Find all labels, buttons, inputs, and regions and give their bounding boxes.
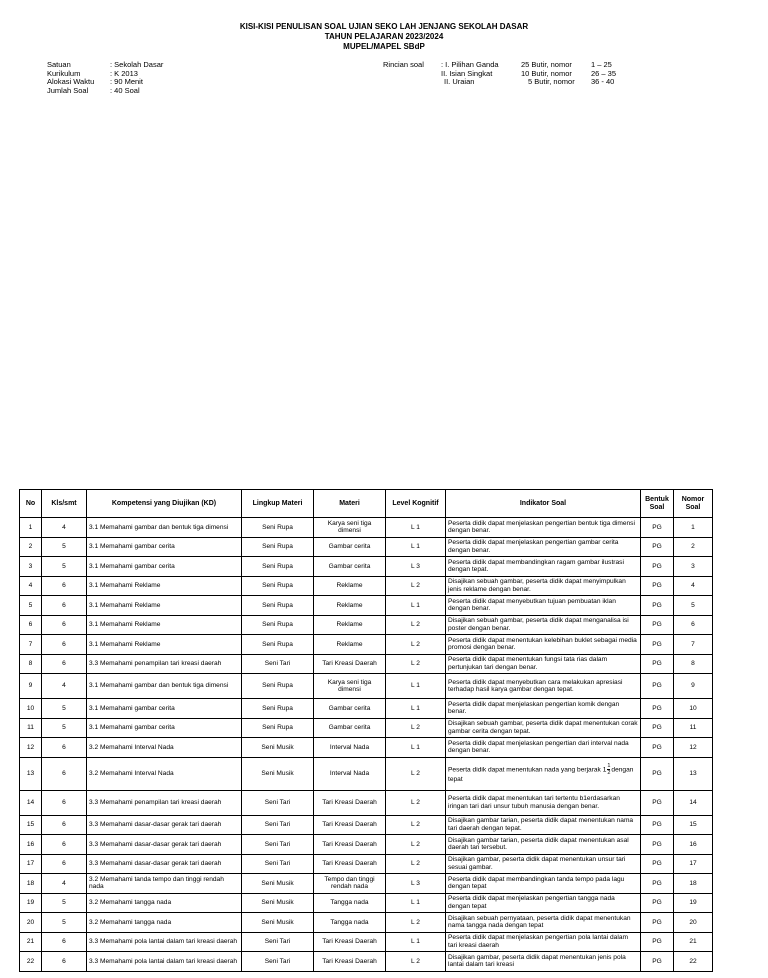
fraction [607,763,610,776]
cell-lingkup: Seni Tari [242,654,314,674]
cell-kd: 3.3 Memahami pola lantai dalam tari kreasi daerah [87,952,242,972]
cell-nomor: 1 [674,518,713,538]
cell-materi: Tari Kreasi Daerah [314,932,386,952]
table-row [20,815,713,835]
cell-bentuk: PG [641,854,674,874]
cell-kls: 5 [42,893,87,913]
breakdown-row: II. Isian Singkat 10 Butir, nomor 26 – 35 [441,68,617,78]
cell-kd: 3.1 Memahami Reklame [87,576,242,596]
cell-kls: 5 [42,718,87,738]
cell-nomor: 5 [674,596,713,616]
cell-nomor: 2 [674,537,713,557]
col-header-level: Level Kognitif [386,490,446,518]
cell-indikator: Disajikan sebuah pernyataan, peserta didik dapat menentukan nama tangga nada dengan tepat [446,913,641,933]
table-header-row [20,490,713,518]
cell-materi: Reklame [314,596,386,616]
cell-no: 17 [20,854,42,874]
cell-level: L 2 [386,615,446,635]
cell-bentuk: PG [641,738,674,758]
cell-nomor: 3 [674,557,713,577]
cell-nomor: 17 [674,854,713,874]
cell-no: 11 [20,718,42,738]
cell-indikator: Disajikan gambar, peserta didik dapat menentukan unsur tari sesuai gambar. [446,854,641,874]
identity-row: Satuan : Sekolah Dasar [47,60,164,69]
cell-lingkup: Seni Rupa [242,718,314,738]
cell-no: 7 [20,635,42,655]
cell-no: 14 [20,790,42,815]
cell-bentuk: PG [641,952,674,972]
cell-level: L 2 [386,635,446,655]
cell-bentuk: PG [641,537,674,557]
cell-materi: Tari Kreasi Daerah [314,790,386,815]
cell-kd: 3.2 Memahami tangga nada [87,893,242,913]
cell-materi: Karya seni tiga dimensi [314,674,386,699]
cell-kd: 3.1 Memahami Reklame [87,596,242,616]
cell-kls: 6 [42,738,87,758]
identity-row: Jumlah Soal : 40 Soal [47,85,140,95]
identity-row: Kurikulum : K 2013 [47,68,138,78]
cell-materi: Karya seni tiga dimensi [314,518,386,538]
cell-level: L 2 [386,913,446,933]
cell-indikator: Peserta didik dapat menjelaskan pengertian tangga nada dengan tepat [446,893,641,913]
cell-indikator: Peserta didik dapat menentukan fungsi tata rias dalam pertunjukan tari dengan benar. [446,654,641,674]
cell-no: 4 [20,576,42,596]
cell-no: 16 [20,835,42,855]
cell-indikator: Disajikan gambar tarian, peserta didik dapat menentukan nama tari daerah dengan tepat. [446,815,641,835]
cell-no: 9 [20,674,42,699]
cell-kls: 6 [42,932,87,952]
cell-level: L 2 [386,757,446,790]
cell-lingkup: Seni Rupa [242,635,314,655]
cell-indikator: Disajikan gambar, peserta didik dapat menentukan jenis pola lantai dalam tari kreasi [446,952,641,972]
table-row [20,654,713,674]
table-row [20,615,713,635]
cell-materi: Tari Kreasi Daerah [314,835,386,855]
table-row [20,913,713,933]
breakdown-row: II. Uraian 5 Butir, nomor 36 - 40 [444,77,615,87]
cell-bentuk: PG [641,674,674,699]
cell-level: L 1 [386,537,446,557]
cell-bentuk: PG [641,757,674,790]
cell-lingkup: Seni Tari [242,952,314,972]
cell-level: L 2 [386,835,446,855]
table-row [20,557,713,577]
cell-indikator: Peserta didik dapat menentukan kelebihan buklet sebagai media promosi dengan benar. [446,635,641,655]
cell-kd: 3.3 Memahami dasar-dasar gerak tari daerah [87,835,242,855]
cell-kls: 5 [42,913,87,933]
cell-lingkup: Seni Tari [242,854,314,874]
indikator-text: Peserta didik dapat menentukan nada yang berjarak 1 [448,766,607,774]
col-header-kd: Kompetensi yang Diujikan (KD) [87,490,242,518]
cell-level: L 1 [386,699,446,719]
cell-indikator: Peserta didik dapat membandingkan tanda tempo pada lagu dengan tepat [446,874,641,894]
cell-lingkup: Seni Rupa [242,596,314,616]
cell-no: 13 [20,757,42,790]
cell-kls: 4 [42,518,87,538]
cell-no: 1 [20,518,42,538]
table-row [20,854,713,874]
cell-level: L 3 [386,557,446,577]
cell-level: L 2 [386,952,446,972]
cell-no: 22 [20,952,42,972]
cell-bentuk: PG [641,815,674,835]
cell-indikator: Peserta didik dapat menjelaskan pengertian gambar cerita dengan benar. [446,537,641,557]
cell-kls: 6 [42,596,87,616]
cell-indikator: Peserta didik dapat menjelaskan pengertian komik dengan benar. [446,699,641,719]
cell-no: 21 [20,932,42,952]
cell-kd: 3.2 Memahami Interval Nada [87,757,242,790]
cell-materi: Tangga nada [314,893,386,913]
cell-bentuk: PG [641,718,674,738]
cell-indikator: Peserta didik dapat menentukan tari tertentu b1erdasarkan iringan tari dari unsur tubuh manusia dengan benar. [446,790,641,815]
table-row [20,893,713,913]
table-row [20,699,713,719]
title-line-2: TAHUN PELAJARAN 2023/2024 [324,32,444,41]
cell-no: 12 [20,738,42,758]
cell-bentuk: PG [641,913,674,933]
cell-bentuk: PG [641,596,674,616]
cell-indikator: Peserta didik dapat menjelaskan pengertian pola lantai dalam tari kreasi daerah [446,932,641,952]
cell-lingkup: Seni Musik [242,893,314,913]
cell-kls: 6 [42,952,87,972]
cell-level: L 2 [386,576,446,596]
table-row [20,757,713,790]
cell-no: 18 [20,874,42,894]
cell-kls: 5 [42,537,87,557]
cell-level: L 1 [386,893,446,913]
cell-kd: 3.3 Memahami dasar-dasar gerak tari daerah [87,815,242,835]
indikator-tail: dengan tepat [448,766,634,784]
table-row [20,718,713,738]
cell-materi: Gambar cerita [314,699,386,719]
cell-kls: 6 [42,654,87,674]
cell-level: L 2 [386,790,446,815]
cell-bentuk: PG [641,615,674,635]
cell-bentuk: PG [641,557,674,577]
table-row [20,576,713,596]
blueprint-table [19,489,713,972]
cell-lingkup: Seni Musik [242,738,314,758]
document-title [0,22,768,52]
cell-bentuk: PG [641,874,674,894]
cell-kls: 6 [42,854,87,874]
cell-nomor: 9 [674,674,713,699]
cell-kls: 6 [42,576,87,596]
cell-kls: 6 [42,615,87,635]
cell-level: L 1 [386,518,446,538]
cell-materi: Tari Kreasi Daerah [314,854,386,874]
cell-kd: 3.1 Memahami gambar cerita [87,537,242,557]
cell-level: L 1 [386,932,446,952]
cell-lingkup: Seni Rupa [242,557,314,577]
cell-level: L 1 [386,674,446,699]
cell-nomor: 6 [674,615,713,635]
cell-nomor: 20 [674,913,713,933]
cell-lingkup: Seni Tari [242,815,314,835]
identity-row: Alokasi Waktu : 90 Menit [47,77,143,87]
cell-materi: Gambar cerita [314,718,386,738]
col-header-materi: Materi [314,490,386,518]
cell-bentuk: PG [641,893,674,913]
cell-materi: Tari Kreasi Daerah [314,815,386,835]
cell-bentuk: PG [641,635,674,655]
cell-kd: 3.1 Memahami gambar cerita [87,699,242,719]
cell-materi: Gambar cerita [314,557,386,577]
cell-kd: 3.2 Memahami tanda tempo dan tinggi rendah nada [87,874,242,894]
col-header-nomor: Nomor Soal [674,490,713,518]
cell-indikator: Peserta didik dapat membandingkan ragam gambar ilustrasi dengan tepat. [446,557,641,577]
cell-bentuk: PG [641,699,674,719]
cell-level: L 2 [386,718,446,738]
cell-materi: Tari Kreasi Daerah [314,654,386,674]
cell-no: 8 [20,654,42,674]
cell-materi: Tari Kreasi Daerah [314,952,386,972]
cell-indikator: Peserta didik dapat menjelaskan pengertian bentuk tiga dimensi dengan benar. [446,518,641,538]
cell-indikator: Disajikan sebuah gambar, peserta didik dapat menganalisa isi poster dengan benar. [446,615,641,635]
question-breakdown [383,61,616,87]
cell-materi: Tempo dan tinggi rendah nada [314,874,386,894]
cell-nomor: 11 [674,718,713,738]
cell-materi: Gambar cerita [314,537,386,557]
cell-kls: 4 [42,674,87,699]
table-row [20,932,713,952]
fraction-denominator: 2 [607,770,611,777]
cell-nomor: 15 [674,815,713,835]
cell-kd: 3.2 Memahami tangga nada [87,913,242,933]
cell-kd: 3.2 Memahami Interval Nada [87,738,242,758]
cell-nomor: 12 [674,738,713,758]
cell-lingkup: Seni Rupa [242,576,314,596]
cell-indikator: Disajikan gambar tarian, peserta didik dapat menentukan asal daerah tari tersebut. [446,835,641,855]
cell-nomor: 22 [674,952,713,972]
cell-materi: Reklame [314,615,386,635]
cell-kls: 6 [42,835,87,855]
cell-nomor: 4 [674,576,713,596]
cell-kls: 6 [42,635,87,655]
cell-indikator: Peserta didik dapat menyebutkan tujuan pembuatan iklan dengan benar. [446,596,641,616]
cell-kls: 6 [42,757,87,790]
cell-no: 2 [20,537,42,557]
cell-kd: 3.3 Memahami penampilan tari kreasi daerah [87,790,242,815]
cell-lingkup: Seni Rupa [242,699,314,719]
title-line-3: MUPEL/MAPEL SBdP [343,42,425,51]
cell-kd: 3.3 Memahami pola lantai dalam tari kreasi daerah [87,932,242,952]
cell-level: L 1 [386,596,446,616]
identity-block [47,61,163,95]
table-row [20,738,713,758]
table-row [20,790,713,815]
cell-kd: 3.1 Memahami gambar cerita [87,718,242,738]
cell-bentuk: PG [641,835,674,855]
table-row [20,518,713,538]
cell-kd: 3.1 Memahami Reklame [87,615,242,635]
fraction-numerator: 1 [607,763,611,770]
col-header-bentuk: Bentuk Soal [641,490,674,518]
cell-indikator: Peserta didik dapat menyebutkan cara melakukan apresiasi terhadap hasil karya gambar dengan tepat. [446,674,641,699]
cell-nomor: 13 [674,757,713,790]
col-header-no: No [20,490,42,518]
col-header-lingkup: Lingkup Materi [242,490,314,518]
cell-indikator: Disajikan sebuah gambar, peserta didik dapat menyimpulkan jenis reklame dengan benar. [446,576,641,596]
cell-lingkup: Seni Rupa [242,518,314,538]
cell-lingkup: Seni Rupa [242,615,314,635]
cell-level: L 2 [386,815,446,835]
cell-kls: 6 [42,815,87,835]
cell-kls: 5 [42,699,87,719]
cell-materi: Tangga nada [314,913,386,933]
cell-lingkup: Seni Musik [242,913,314,933]
title-line-1: KISI-KISI PENULISAN SOAL UJIAN SEKO LAH JENJANG SEKOLAH DASAR [239,22,529,31]
cell-nomor: 16 [674,835,713,855]
cell-lingkup: Seni Musik [242,874,314,894]
cell-kd: 3.1 Memahami gambar dan bentuk tiga dimensi [87,518,242,538]
cell-nomor: 14 [674,790,713,815]
cell-materi: Reklame [314,576,386,596]
breakdown-row: Rincian soal : I. Pilihan Ganda 25 Butir, nomor 1 – 25 [383,60,612,69]
cell-kd: 3.1 Memahami gambar cerita [87,557,242,577]
cell-no: 3 [20,557,42,577]
cell-kls: 5 [42,557,87,577]
cell-kd: 3.1 Memahami gambar dan bentuk tiga dimensi [87,674,242,699]
cell-bentuk: PG [641,790,674,815]
cell-bentuk: PG [641,654,674,674]
col-header-indikator: Indikator Soal [446,490,641,518]
cell-level: L 2 [386,854,446,874]
cell-no: 5 [20,596,42,616]
cell-materi: Interval Nada [314,738,386,758]
cell-lingkup: Seni Tari [242,932,314,952]
cell-kd: 3.1 Memahami Reklame [87,635,242,655]
cell-indikator: Disajikan sebuah gambar, peserta didik dapat menentukan corak gambar cerita dengan tepat. [446,718,641,738]
cell-lingkup: Seni Musik [242,757,314,790]
cell-lingkup: Seni Tari [242,835,314,855]
cell-bentuk: PG [641,576,674,596]
cell-nomor: 18 [674,874,713,894]
col-header-kls: Kls/smt [42,490,87,518]
cell-indikator [446,757,641,790]
cell-no: 20 [20,913,42,933]
table-row [20,537,713,557]
cell-nomor: 8 [674,654,713,674]
cell-level: L 1 [386,738,446,758]
cell-nomor: 19 [674,893,713,913]
cell-nomor: 21 [674,932,713,952]
cell-bentuk: PG [641,518,674,538]
cell-level: L 2 [386,654,446,674]
cell-indikator: Peserta didik dapat menjelaskan pengertian dari interval nada dengan benar. [446,738,641,758]
cell-lingkup: Seni Rupa [242,674,314,699]
cell-materi: Interval Nada [314,757,386,790]
cell-level: L 3 [386,874,446,894]
table-row [20,874,713,894]
table-row [20,596,713,616]
cell-kls: 6 [42,790,87,815]
cell-no: 10 [20,699,42,719]
cell-nomor: 10 [674,699,713,719]
cell-nomor: 7 [674,635,713,655]
cell-lingkup: Seni Tari [242,790,314,815]
cell-kd: 3.3 Memahami dasar-dasar gerak tari daerah [87,854,242,874]
cell-kls: 4 [42,874,87,894]
cell-no: 19 [20,893,42,913]
cell-materi: Reklame [314,635,386,655]
cell-no: 15 [20,815,42,835]
cell-bentuk: PG [641,932,674,952]
cell-no: 6 [20,615,42,635]
table-row [20,835,713,855]
cell-kd: 3.3 Memahami penampilan tari kreasi daerah [87,654,242,674]
table-row [20,635,713,655]
cell-lingkup: Seni Rupa [242,537,314,557]
table-row [20,952,713,972]
table-row [20,674,713,699]
